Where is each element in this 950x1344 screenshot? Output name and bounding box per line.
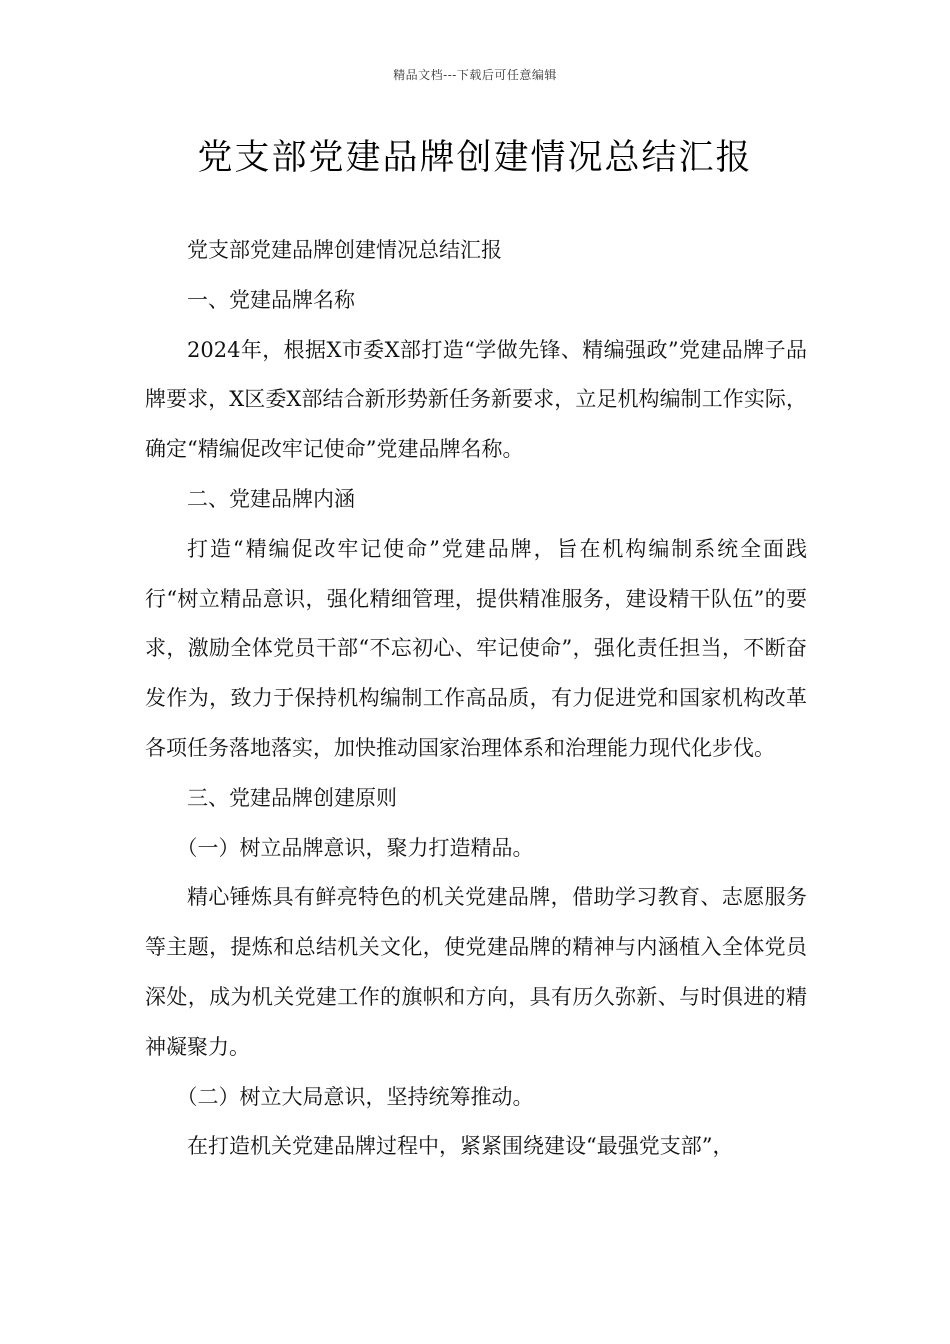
paragraph-subtitle: 党支部党建品牌创建情况总结汇报: [187, 238, 502, 262]
section-heading-1: 一、党建品牌名称: [187, 287, 355, 312]
paragraph: 精心锤炼具有鲜亮特色的机关党建品牌，借助学习教育、志愿服务等主题，提炼和总结机关文化，使党建品牌的精神与内涵植入全体党员深处，成为机关党建工作的旗帜和方向，具有历久弥新、与时俱进的精神凝聚力。: [145, 885, 807, 1059]
document-title: 党支部党建品牌创建情况总结汇报: [197, 138, 753, 178]
section-heading-3: 三、党建品牌创建原则: [187, 785, 397, 810]
subsection-heading-2: （二）树立大局意识，坚持统筹推动。: [176, 1084, 534, 1109]
paragraph: 2024年，根据X市委X部打造“学做先锋、精编强政”党建品牌子品牌要求，X区委X部结合新形势新任务新要求，立足机构编制工作实际，确定“精编促改牢记使命”党建品牌名称。: [145, 337, 807, 462]
paragraph: 打造“精编促改牢记使命”党建品牌，旨在机构编制系统全面践行“树立精品意识，强化精细管理，提供精准服务，建设精干队伍”的要求，激励全体党员干部“不忘初心、牢记使命”，强化责任担当，不断奋发作为，致力于保持机构编制工作高品质，有力促进党和国家机构改革各项任务落地落实，加快推动国家治理体系和治理能力现代化步伐。: [145, 536, 807, 760]
document-body: [145, 226, 807, 1172]
paragraph: 在打造机关党建品牌过程中，紧紧围绕建设“最强党支部”，: [187, 1134, 734, 1159]
header-note: 精品文档---下载后可任意编辑: [393, 68, 557, 82]
subsection-heading-1: （一）树立品牌意识，聚力打造精品。: [176, 835, 534, 860]
section-heading-2: 二、党建品牌内涵: [187, 486, 355, 511]
